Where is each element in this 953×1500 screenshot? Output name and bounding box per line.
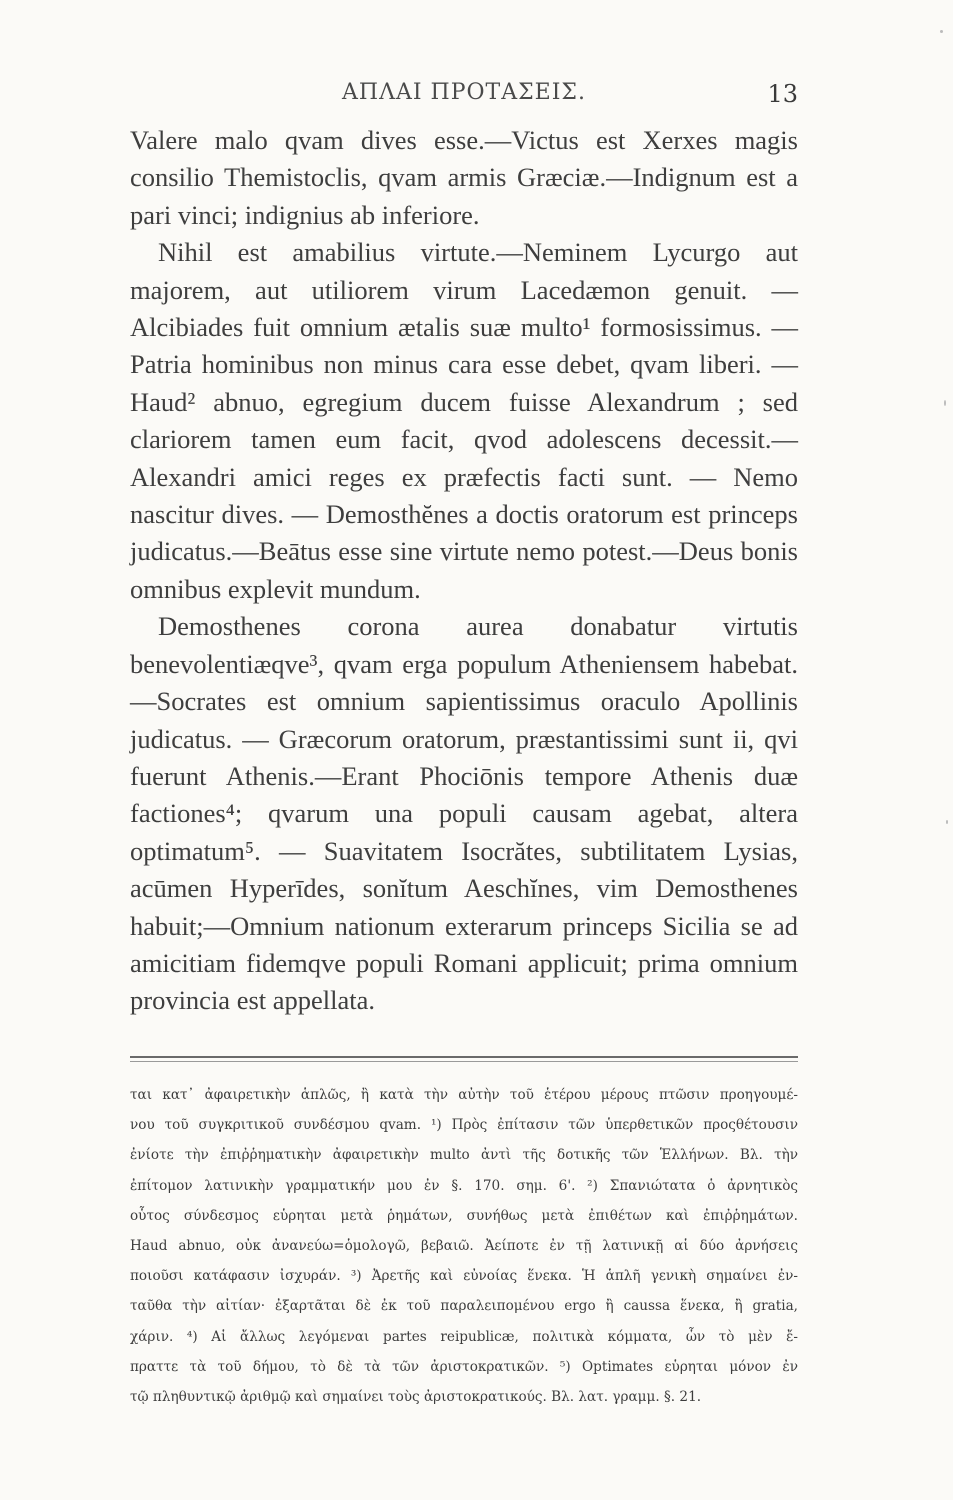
- footnote-line: χάριν. ⁴) Αἱ ἄλλως λεγόμεναι partes reipublicæ, πολιτικὰ κόμματα, ὧν τὸ μὲν ἔ-: [130, 1328, 798, 1345]
- footnote-line: ται κατ᾽ ἀφαιρετικὴν ἁπλῶς, ἢ κατὰ τὴν αὐτὴν τοῦ ἑτέρου μέρους πτῶσιν προηγουμέ-: [130, 1087, 798, 1103]
- paragraph-3: Demosthenes corona aurea donabatur virtutis benevolentiæqve³, qvam erga populum Atheniensem habebat.—Socrates est omnium sapientissimus oraculo Apollinis judicatus. — Græcorum oratorum, præstantissimi sunt ii, qvi fuerunt Athenis.—Erant Phociōnis tempore Athenis duæ factiones⁴; qvarum una populi causam agebat, altera optimatum⁵. — Suavitatem Isocrătes, subtilitatem Lysias, acūmen Hyperīdes, sonĭtum Aeschĭnes, vim Demosthenes habuit;—Omnium nationum exterarum princeps Sicilia se ad amicitiam fidemqve populi Romani applicuit; prima omnium provincia est appellata.: [130, 611, 798, 1016]
- footnote-line: ἐνίοτε τὴν ἐπιῤῥηματικὴν ἀφαιρετικὴν multo ἀντὶ τῆς δοτικῆς τῶν Ἑλλήνων. Βλ. τὴν: [130, 1147, 798, 1164]
- footnote-line: οὗτος σύνδεσμος εὑρηται μετὰ ῥημάτων, συνήθως μετὰ ἐπιθέτων καὶ ἐπιῤῥημάτων.: [130, 1207, 798, 1224]
- footnote-separator: [130, 1056, 798, 1058]
- paper-speck: [940, 30, 943, 33]
- paragraph-1: Valere malo qvam dives esse.—Victus est Xerxes magis consilio Themistoclis, qvam armis Græciæ.—Indignum est a pari vinci; indignius ab inferiore.: [130, 125, 798, 230]
- running-header: [130, 80, 798, 116]
- footnote-line: ταῦθα τὴν αἰτίαν· ἐξαρτᾶται δὲ ἐκ τοῦ παραλειπομένου ergo ἢ caussa ἕνεκα, ἢ gratia,: [130, 1298, 798, 1315]
- footnote-line: ἐπίτομον λατινικὴν γραμματικήν μου ἐν §. 170. σημ. 6'. ²) Σπανιώτατα ὁ ἀρνητικὸς: [130, 1177, 798, 1194]
- footnote-line: νου τοῦ συγκριτικοῦ συνδέσμου qvam. ¹) Πρὸς ἐπίτασιν τῶν ὑπερθετικῶν προςθέτουσιν: [130, 1117, 798, 1134]
- paragraph-2: Nihil est amabilius virtute.—Neminem Lycurgo aut majorem, aut utiliorem virum Lacedæmon genuit. — Alcibiades fuit omnium ætalis suæ multo¹ formosissimus. — Patria hominibus non minus cara esse debet, qvam liberi. — Haud² abnuo, egregium ducem fuisse Alexandrum ; sed clariorem tamen eum facit, qvod adolescens decessit.—Alexandri amici reges ex præfectis facti sunt. — Nemo nascitur dives. — Demosthĕnes a doctis oratorum est princeps judicatus.—Beātus esse sine virtute nemo potest.—Deus bonis omnibus explevit mundum.: [130, 237, 798, 604]
- footnote-separator-thin: [130, 1061, 798, 1062]
- page-number: 13: [767, 80, 798, 108]
- main-text: [130, 122, 798, 1020]
- footnotes: [130, 1080, 798, 1412]
- footnote-line: ποιοῦσι κατάφασιν ἰσχυράν. ³) Ἀρετῆς καὶ εὐνοίας ἕνεκα. Ἡ ἁπλῆ γενικὴ σημαίνει ἐν-: [130, 1268, 798, 1285]
- paper-speck: [944, 400, 946, 406]
- footnote-line: Haud abnuo, οὐκ ἀνανεύω=ὁμολογῶ, βεβαιῶ. Ἀείποτε ἐν τῇ λατινικῇ αἱ δύο ἀρνήσεις: [130, 1238, 798, 1255]
- footnote-line: τῷ πληθυντικῷ ἀριθμῷ καὶ σημαίνει τοὺς ἀριστοκρατικούς. Βλ. λατ. γραμμ. §. 21.: [130, 1389, 702, 1406]
- running-title: ΑΠΛΑΙ ΠΡΟΤΑΣΕΙΣ.: [342, 80, 586, 105]
- paper-speck: [946, 820, 948, 824]
- footnote-line: πραττε τὰ τοῦ δήμου, τὸ δὲ τὰ τῶν ἀριστοκρατικῶν. ⁵) Optimates εὑρηται μόνον ἐν: [130, 1358, 798, 1375]
